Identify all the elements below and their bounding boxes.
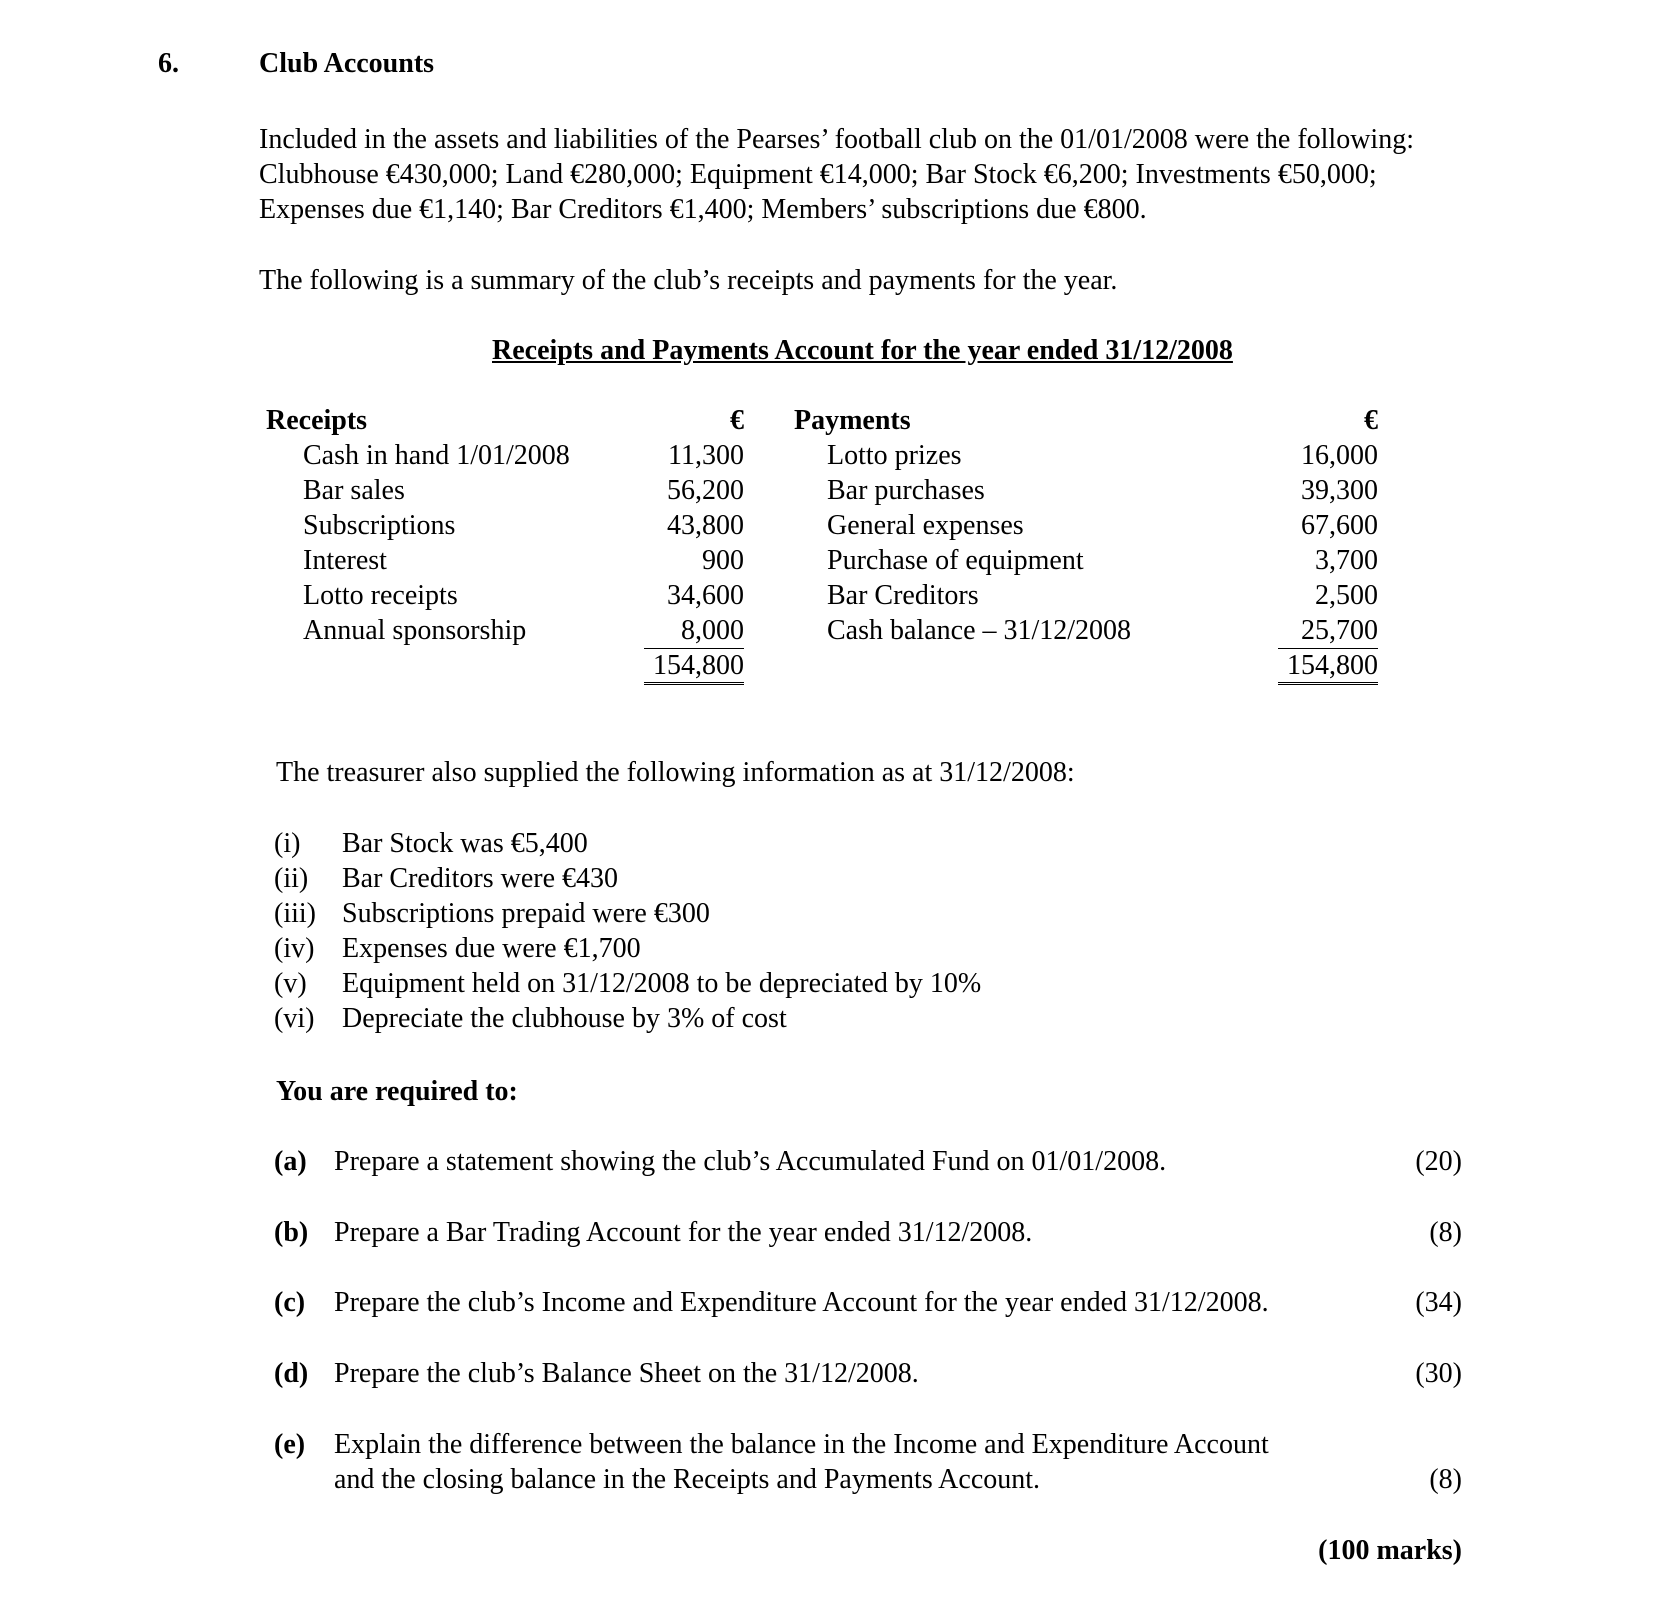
receipt-label: Subscriptions [303,510,456,541]
receipt-amount: 56,200 [667,475,744,506]
part-marks: (20) [1415,1146,1462,1177]
list-item-number: (vi) [274,1003,315,1034]
part-marks: (8) [1429,1464,1462,1495]
receipt-amount: 11,300 [668,440,744,471]
payment-amount: 67,600 [1301,510,1378,541]
payment-amount: 25,700 [1301,615,1378,646]
payment-label: Lotto prizes [827,440,962,471]
list-item-text: Bar Creditors were €430 [342,863,619,894]
payment-amount: 3,700 [1315,545,1378,576]
intro-line-3: Expenses due €1,140; Bar Creditors €1,400; Members’ subscriptions due €800. [259,194,1147,225]
part-text: Prepare the club’s Balance Sheet on the 31/12/2008. [334,1358,919,1389]
payment-amount: 2,500 [1315,580,1378,611]
treasurer-intro: The treasurer also supplied the following information as at 31/12/2008: [276,757,1075,788]
receipts-currency: € [730,405,744,436]
payment-amount: 16,000 [1301,440,1378,471]
list-item-number: (iii) [274,898,316,929]
payment-label: Purchase of equipment [827,545,1084,576]
list-item-number: (ii) [274,863,309,894]
requirements-heading: You are required to: [276,1076,518,1107]
part-text: Explain the difference between the balance in the Income and Expenditure Account [334,1429,1269,1460]
receipts-heading: Receipts [266,405,368,436]
receipts-total: 154,800 [644,649,744,685]
list-item-text: Equipment held on 31/12/2008 to be depreciated by 10% [342,968,982,999]
list-item-text: Bar Stock was €5,400 [342,828,588,859]
summary-line: The following is a summary of the club’s receipts and payments for the year. [259,265,1118,296]
part-text: Prepare the club’s Income and Expenditure Account for the year ended 31/12/2008. [334,1287,1269,1318]
list-item-number: (i) [274,828,301,859]
payment-label: General expenses [827,510,1024,541]
part-text: Prepare a Bar Trading Account for the year ended 31/12/2008. [334,1217,1033,1248]
receipt-label: Lotto receipts [303,580,458,611]
part-letter: (c) [274,1287,306,1318]
receipt-amount: 43,800 [667,510,744,541]
part-marks: (34) [1415,1287,1462,1318]
receipt-amount: 8,000 [681,615,744,646]
part-text: Prepare a statement showing the club’s Accumulated Fund on 01/01/2008. [334,1146,1167,1177]
payment-label: Cash balance – 31/12/2008 [827,615,1132,646]
part-letter: (e) [274,1429,306,1460]
payments-heading: Payments [794,405,911,436]
receipt-label: Interest [303,545,387,576]
total-marks: (100 marks) [1318,1535,1462,1566]
question-title: Club Accounts [259,48,435,79]
part-letter: (b) [274,1217,309,1248]
receipt-label: Cash in hand 1/01/2008 [303,440,570,471]
receipt-amount: 34,600 [667,580,744,611]
part-text-continued: and the closing balance in the Receipts and Payments Account. [334,1464,1041,1495]
intro-line-1: Included in the assets and liabilities of the Pearses’ football club on the 01/01/2008 were the following: [259,124,1414,155]
payment-label: Bar purchases [827,475,985,506]
part-marks: (30) [1415,1358,1462,1389]
payment-label: Bar Creditors [827,580,979,611]
receipt-label: Bar sales [303,475,405,506]
part-letter: (a) [274,1146,307,1177]
part-marks: (8) [1429,1217,1462,1248]
receipt-amount: 900 [702,545,744,576]
list-item-number: (v) [274,968,307,999]
list-item-text: Subscriptions prepaid were €300 [342,898,710,929]
part-letter: (d) [274,1358,309,1389]
list-item-text: Depreciate the clubhouse by 3% of cost [342,1003,787,1034]
payments-currency: € [1364,405,1378,436]
list-item-number: (iv) [274,933,315,964]
receipt-label: Annual sponsorship [303,615,527,646]
list-item-text: Expenses due were €1,700 [342,933,641,964]
intro-line-2: Clubhouse €430,000; Land €280,000; Equipment €14,000; Bar Stock €6,200; Investments €50,000; [259,159,1377,190]
payment-amount: 39,300 [1301,475,1378,506]
account-title: Receipts and Payments Account for the year ended 31/12/2008 [492,335,1233,366]
question-number: 6. [158,48,179,79]
payments-total: 154,800 [1278,649,1378,685]
